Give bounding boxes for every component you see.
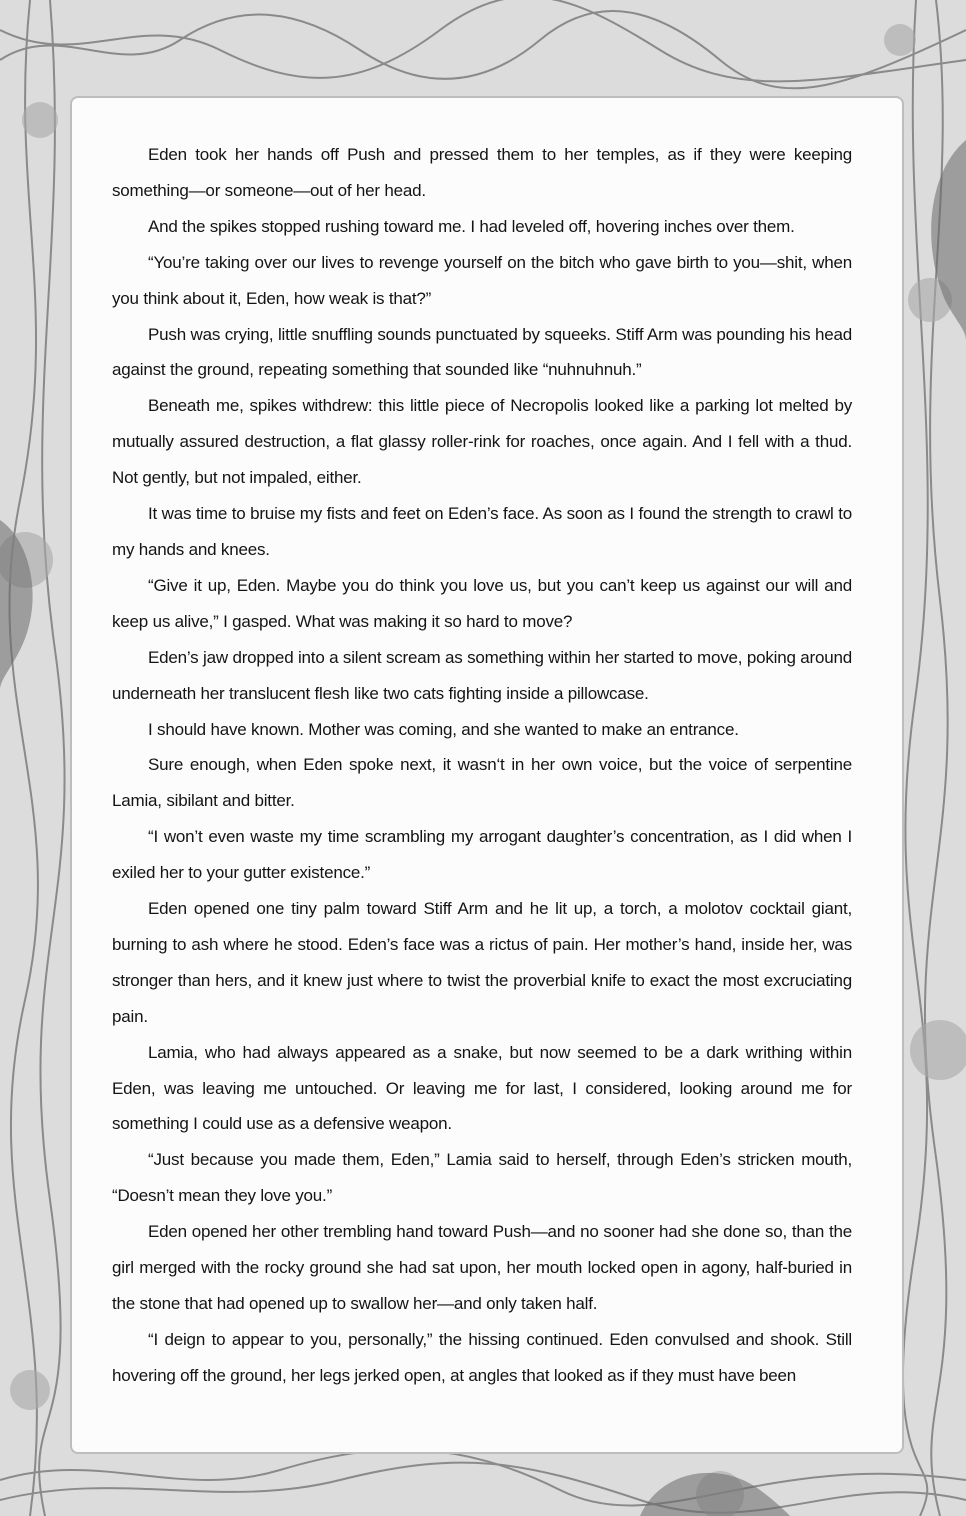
paragraph: “I won’t even waste my time scrambling my arrogant daughter’s concentration, as I did when I exiled her to your gutter existence.” — [112, 827, 852, 883]
paragraph: Eden took her hands off Push and pressed them to her temples, as if they were keeping something—or someone—out of her head. — [112, 145, 852, 200]
paragraph: Lamia, who had always appeared as a snake, but now seemed to be a dark writhing within Eden, was leaving me untouched. Or leaving me for last, I considered, looking around me for something I could use as a defensive weapon. — [112, 1042, 852, 1134]
paragraph: Push was crying, little snuffling sounds punctuated by squeeks. Stiff Arm was pounding his head against the ground, repeating something that sounded like “nuhnuhnuh.” — [112, 324, 852, 380]
paragraph: It was time to bruise my fists and feet on Eden’s face. As soon as I found the strength to crawl to my hands and knees. — [112, 504, 852, 559]
paragraph: “Give it up, Eden. Maybe you do think you love us, but you can’t keep us against our will and keep us alive,” I gasped. What was making it so hard to move? — [112, 575, 852, 631]
paragraph: Eden’s jaw dropped into a silent scream as something within her started to move, poking around underneath her translucent flesh like two cats fighting inside a pillowcase. — [112, 647, 852, 703]
paragraph: Eden opened her other trembling hand toward Push—and no sooner had she done so, than the girl merged with the rocky ground she had sat upon, her mouth locked open in agony, half-buried in the stone that had opened up to swallow her—and only taken half. — [112, 1222, 852, 1313]
paragraph: “I deign to appear to you, personally,” the hissing continued. Eden convulsed and shook. Still hovering off the ground, her legs jerked open, at angles that looked as if they must have been — [112, 1329, 852, 1385]
paragraph: Sure enough, when Eden spoke next, it wasn‘t in her own voice, but the voice of serpentine Lamia, sibilant and bitter. — [112, 755, 852, 811]
paragraph: And the spikes stopped rushing toward me. I had leveled off, hovering inches over them. — [148, 216, 795, 236]
paragraph: “You’re taking over our lives to revenge yourself on the bitch who gave birth to you—shit, when you think about it, Eden, how weak is that?” — [112, 252, 852, 308]
body-text — [112, 137, 852, 1394]
paragraph: I should have known. Mother was coming, and she wanted to make an entrance. — [148, 719, 739, 739]
paragraph: Beneath me, spikes withdrew: this little piece of Necropolis looked like a parking lot melted by mutually assured destruction, a flat glassy roller-rink for roaches, once again. And I fell with a thud. Not gently, but not impaled, either. — [112, 396, 852, 488]
paragraph: Eden opened one tiny palm toward Stiff Arm and he lit up, a torch, a molotov cocktail giant, burning to ash where he stood. Eden’s face was a rictus of pain. Her mother’s hand, inside her, was stronger than hers, and it knew just where to twist the proverbial knife to exact the most excruciating pain. — [112, 899, 852, 1026]
paragraph: “Just because you made them, Eden,” Lamia said to herself, through Eden’s stricken mouth, “Doesn’t mean they love you.” — [112, 1150, 852, 1206]
